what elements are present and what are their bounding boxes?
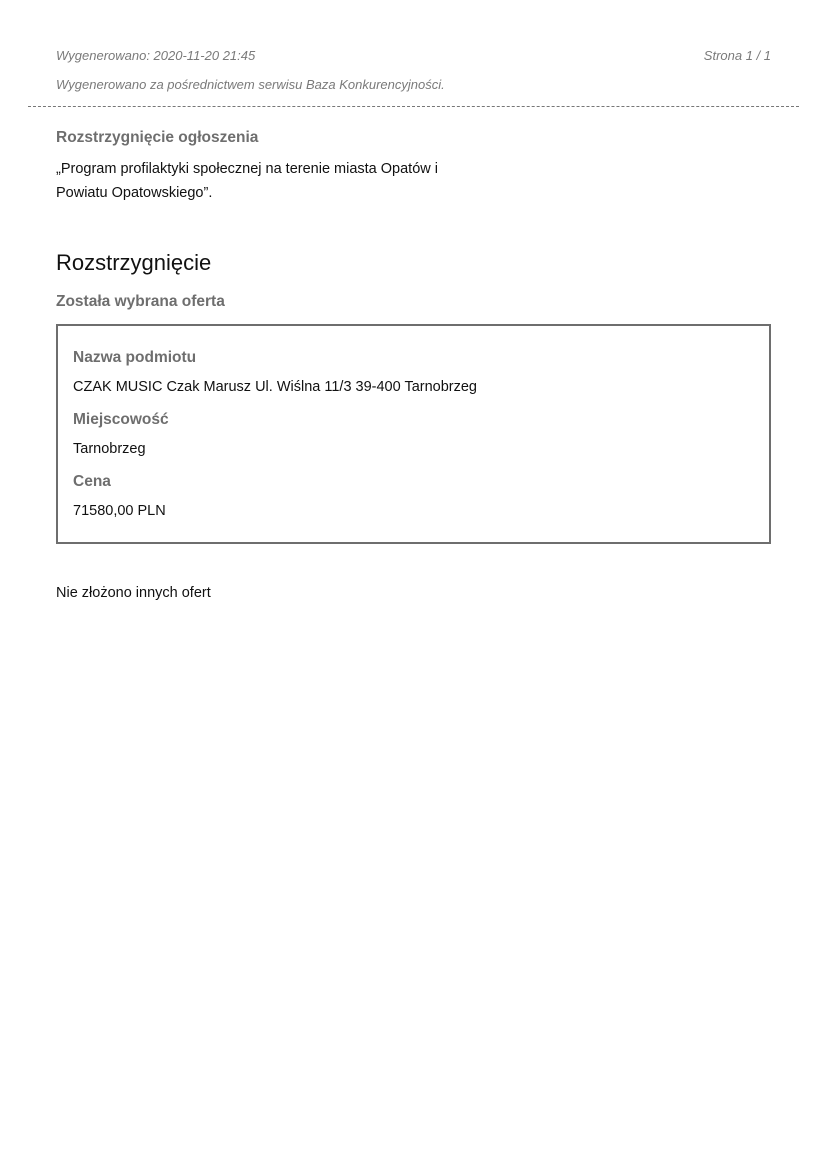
generated-at-text: Wygenerowano: 2020-11-20 21:45: [56, 48, 256, 63]
no-other-offers-text: Nie złożono innych ofert: [56, 585, 211, 601]
price-value: 71580,00 PLN: [73, 503, 166, 519]
resolution-heading: Rozstrzygnięcie: [56, 250, 212, 275]
price-label: Cena: [73, 473, 111, 490]
announcement-label: Rozstrzygnięcie ogłoszenia: [56, 129, 259, 146]
entity-name-value: CZAK MUSIC Czak Marusz Ul. Wiślna 11/3 39-400 Tarnobrzeg: [73, 379, 477, 395]
locality-value: Tarnobrzeg: [73, 441, 146, 457]
locality-label: Miejscowość: [73, 411, 169, 428]
page-number: Strona 1 / 1: [703, 48, 771, 63]
header-divider: [28, 106, 799, 107]
selected-offer-label: Została wybrana oferta: [56, 293, 225, 310]
entity-name-label: Nazwa podmiotu: [73, 349, 197, 366]
offer-box: [56, 324, 771, 544]
generated-via-text: Wygenerowano za pośrednictwem serwisu Baza Konkurencyjności.: [56, 77, 445, 92]
announcement-title: „Program profilaktyki społecznej na terenie miasta Opatów i Powiatu Opatowskiego”.: [56, 161, 438, 201]
